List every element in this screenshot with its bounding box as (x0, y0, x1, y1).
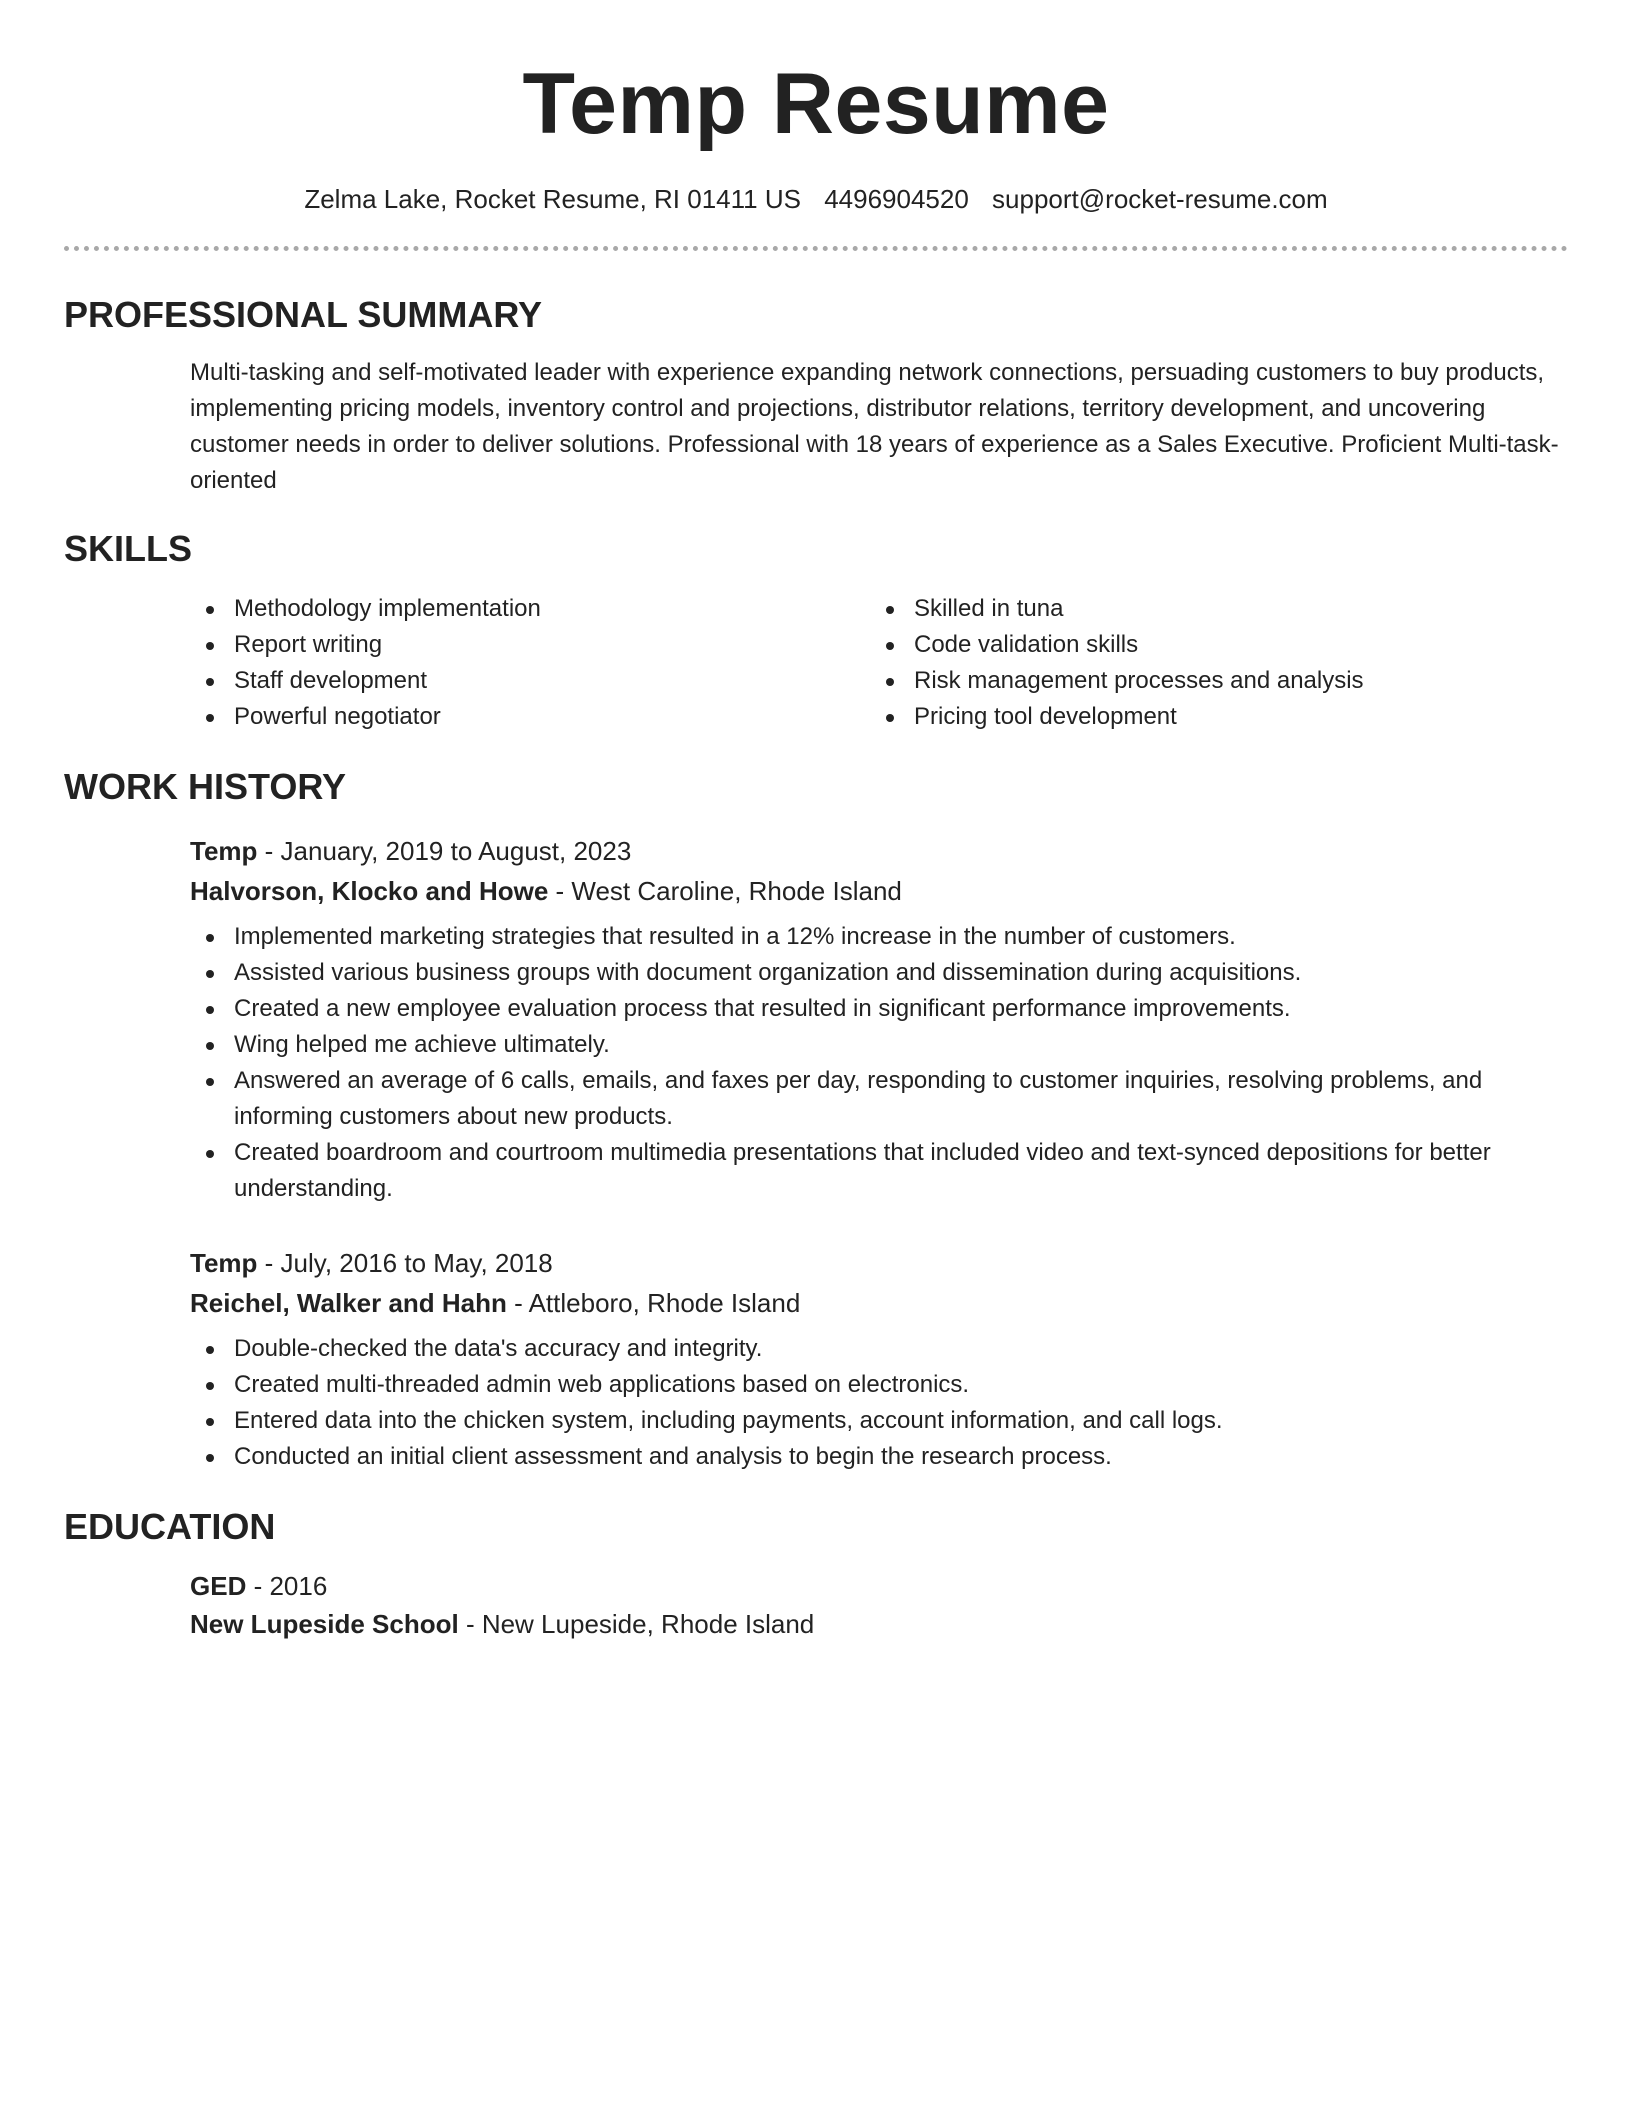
education-entry (190, 1567, 1568, 1643)
job-company-line (190, 871, 1568, 911)
education-school-line (190, 1605, 1568, 1643)
job-bullet: Created multi-threaded admin web applications based on electronics. (190, 1367, 1568, 1403)
skills-column-left (190, 591, 870, 735)
education-year: - 2016 (246, 1571, 328, 1601)
contact-address: Zelma Lake, Rocket Resume, RI 01411 US (304, 184, 801, 214)
education-location: - New Lupeside, Rhode Island (458, 1609, 815, 1639)
resume-page (64, 0, 1568, 1643)
skills-column-right (870, 591, 1550, 735)
skill-item: Code validation skills (870, 627, 1550, 663)
education-degree-line (190, 1567, 1568, 1605)
job-bullet: Conducted an initial client assessment and analysis to begin the research process. (190, 1439, 1568, 1475)
job-bullet: Created a new employee evaluation process that resulted in significant performance improvements. (190, 991, 1568, 1027)
summary-heading: PROFESSIONAL SUMMARY (64, 294, 543, 335)
job-bullet: Implemented marketing strategies that resulted in a 12% increase in the number of customers. (190, 919, 1568, 955)
job-company-line (190, 1283, 1568, 1323)
job-bullet: Assisted various business groups with document organization and dissemination during acquisitions. (190, 955, 1568, 991)
job-company: Reichel, Walker and Hahn (190, 1288, 507, 1318)
job-title-line (190, 831, 1568, 871)
skill-item: Report writing (190, 627, 870, 663)
work-history-heading: WORK HISTORY (64, 766, 347, 807)
job-location: - West Caroline, Rhode Island (548, 876, 902, 906)
job-role: Temp (190, 836, 258, 866)
education-degree: GED (190, 1571, 247, 1601)
skill-item: Skilled in tuna (870, 591, 1550, 627)
job-bullet: Double-checked the data's accuracy and integrity. (190, 1331, 1568, 1367)
resume-name: Temp Resume (522, 56, 1110, 152)
job-bullet: Wing helped me achieve ultimately. (190, 1027, 1568, 1063)
job-bullet: Entered data into the chicken system, including payments, account information, and call logs. (190, 1403, 1568, 1439)
header-divider (64, 246, 1568, 251)
skill-item: Pricing tool development (870, 699, 1550, 735)
contact-line (64, 182, 1568, 216)
job-dates: - July, 2016 to May, 2018 (257, 1248, 553, 1278)
education-heading: EDUCATION (64, 1506, 276, 1547)
job-dates: - January, 2019 to August, 2023 (257, 836, 632, 866)
skill-item: Methodology implementation (190, 591, 870, 627)
skill-item: Staff development (190, 663, 870, 699)
contact-phone: 4496904520 (824, 184, 969, 214)
skill-item: Powerful negotiator (190, 699, 870, 735)
job-bullet: Created boardroom and courtroom multimedia presentations that included video and text-synced depositions for better understanding. (190, 1135, 1568, 1207)
skills-list (190, 591, 1568, 735)
contact-email: support@rocket-resume.com (992, 184, 1328, 214)
job-title-line (190, 1243, 1568, 1283)
job-bullet: Answered an average of 6 calls, emails, and faxes per day, responding to customer inquiries, resolving problems, and informing customers about new products. (190, 1063, 1568, 1135)
job-entry (190, 1243, 1568, 1475)
summary-text: Multi-tasking and self-motivated leader with experience expanding network connections, persuading customers to buy products, implementing pricing models, inventory control and projections, distributor relations, territory development, and uncovering customer needs in order to deliver solutions. Professional with 18 years of experience as a Sales Executive. Proficient Multi-task-oriented (190, 359, 1559, 494)
skill-item: Risk management processes and analysis (870, 663, 1550, 699)
job-bullets (190, 919, 1568, 1207)
job-company: Halvorson, Klocko and Howe (190, 876, 549, 906)
job-location: - Attleboro, Rhode Island (506, 1288, 801, 1318)
job-bullets (190, 1331, 1568, 1475)
skills-heading: SKILLS (64, 528, 193, 569)
education-school: New Lupeside School (190, 1609, 459, 1639)
job-entry (190, 831, 1568, 1207)
job-role: Temp (190, 1248, 258, 1278)
